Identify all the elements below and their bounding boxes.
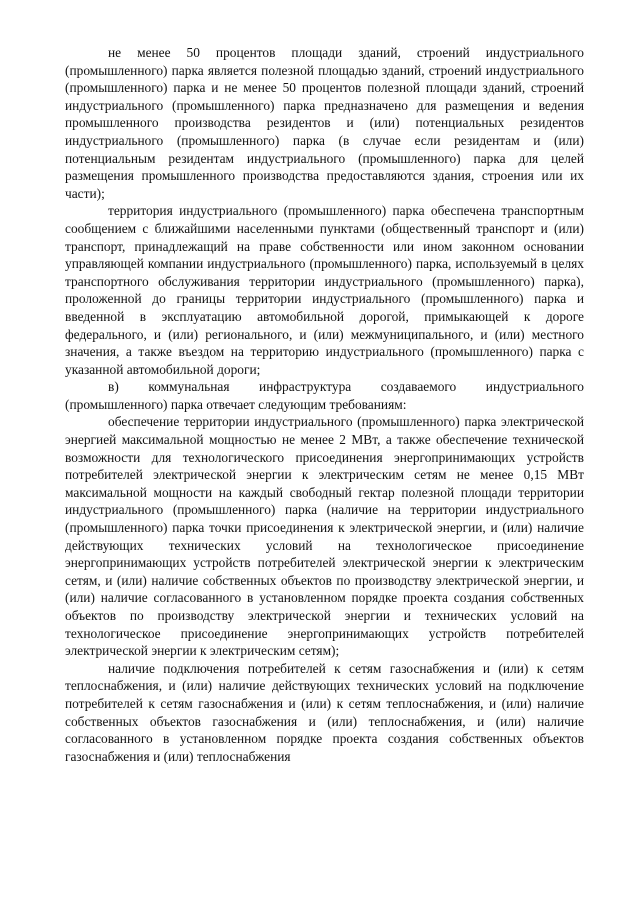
- paragraph-transport-access: территория индустриального (промышленного) парка обеспечена транспортным сообщением с ближайшими населенными пунктами (общественный транспорт и (или) транспорт, принадлежащий на праве собственности или ином законном основании управляющей компании индустриального (промышленного) парка, используемый в целях транспортного обслуживания территории индустриального (промышленного) парка), проложенной до границы территории индустриального (промышленного) парка и введенной в эксплуатацию автомобильной дорогой, примыкающей к дороге федерального, и (или) регионального, и (или) межмуниципального, и (или) местного значения, а также въездом на территорию индустриального (промышленного) парка с указанной автомобильной дороги;: [65, 203, 584, 377]
- paragraph-electricity-supply: обеспечение территории индустриального (промышленного) парка электрической энергией максимальной мощностью не менее 2 МВт, а также обеспечение технической возможности для технологического присоединения энергопринимающих устройств потребителей электрической энергии к электрическим сетям не менее 0,15 МВт максимальной мощности на каждый свободный гектар полезной площади территории индустриального (промышленного) парка (наличие на территории индустриального (промышленного) парка точки присоединения к электрической энергии, и (или) наличие действующих технических условий на технологическое присоединение энергопринимающих устройств потребителей электрической энергии к электрическим сетям, и (или) наличие собственных объектов по производству электрической энергии, и (или) наличие согласованного в установленном порядке проекта создания собственных объектов по производству электрической энергии и технических условий на технологическое присоединение энергопринимающих устройств потребителей электрической энергии к электрическим сетям);: [65, 414, 584, 659]
- paragraph-useful-area: не менее 50 процентов площади зданий, строений индустриального (промышленного) парка является полезной площадью зданий, строений индустриального (промышленного) парка и не менее 50 процентов полезной площади зданий, строений индустриального (промышленного) парка предназначено для размещения и ведения промышленного производства резидентов и (или) потенциальных резидентов индустриального (промышленного) парка (в случае если резидентам и (или) потенциальным резидентам индустриального (промышленного) парка для целей размещения промышленного производства предоставляются здания, строения или их части);: [65, 45, 584, 201]
- paragraph-gas-heat-supply: наличие подключения потребителей к сетям газоснабжения и (или) к сетям теплоснабжения, и (или) наличие действующих технических условий на подключение потребителей к сетям газоснабжения и (или) к сетям теплоснабжения, и (или) наличие собственных объектов газоснабжения и (или) теплоснабжения, и (или) наличие согласованного в установленном порядке проекта создания собственных объектов газоснабжения и (или) теплоснабжения: [65, 660, 584, 764]
- paragraph-utility-infrastructure: в) коммунальная инфраструктура создаваемого индустриального (промышленного) парка отвечает следующим требованиям:: [65, 379, 584, 412]
- document-page: [65, 44, 584, 765]
